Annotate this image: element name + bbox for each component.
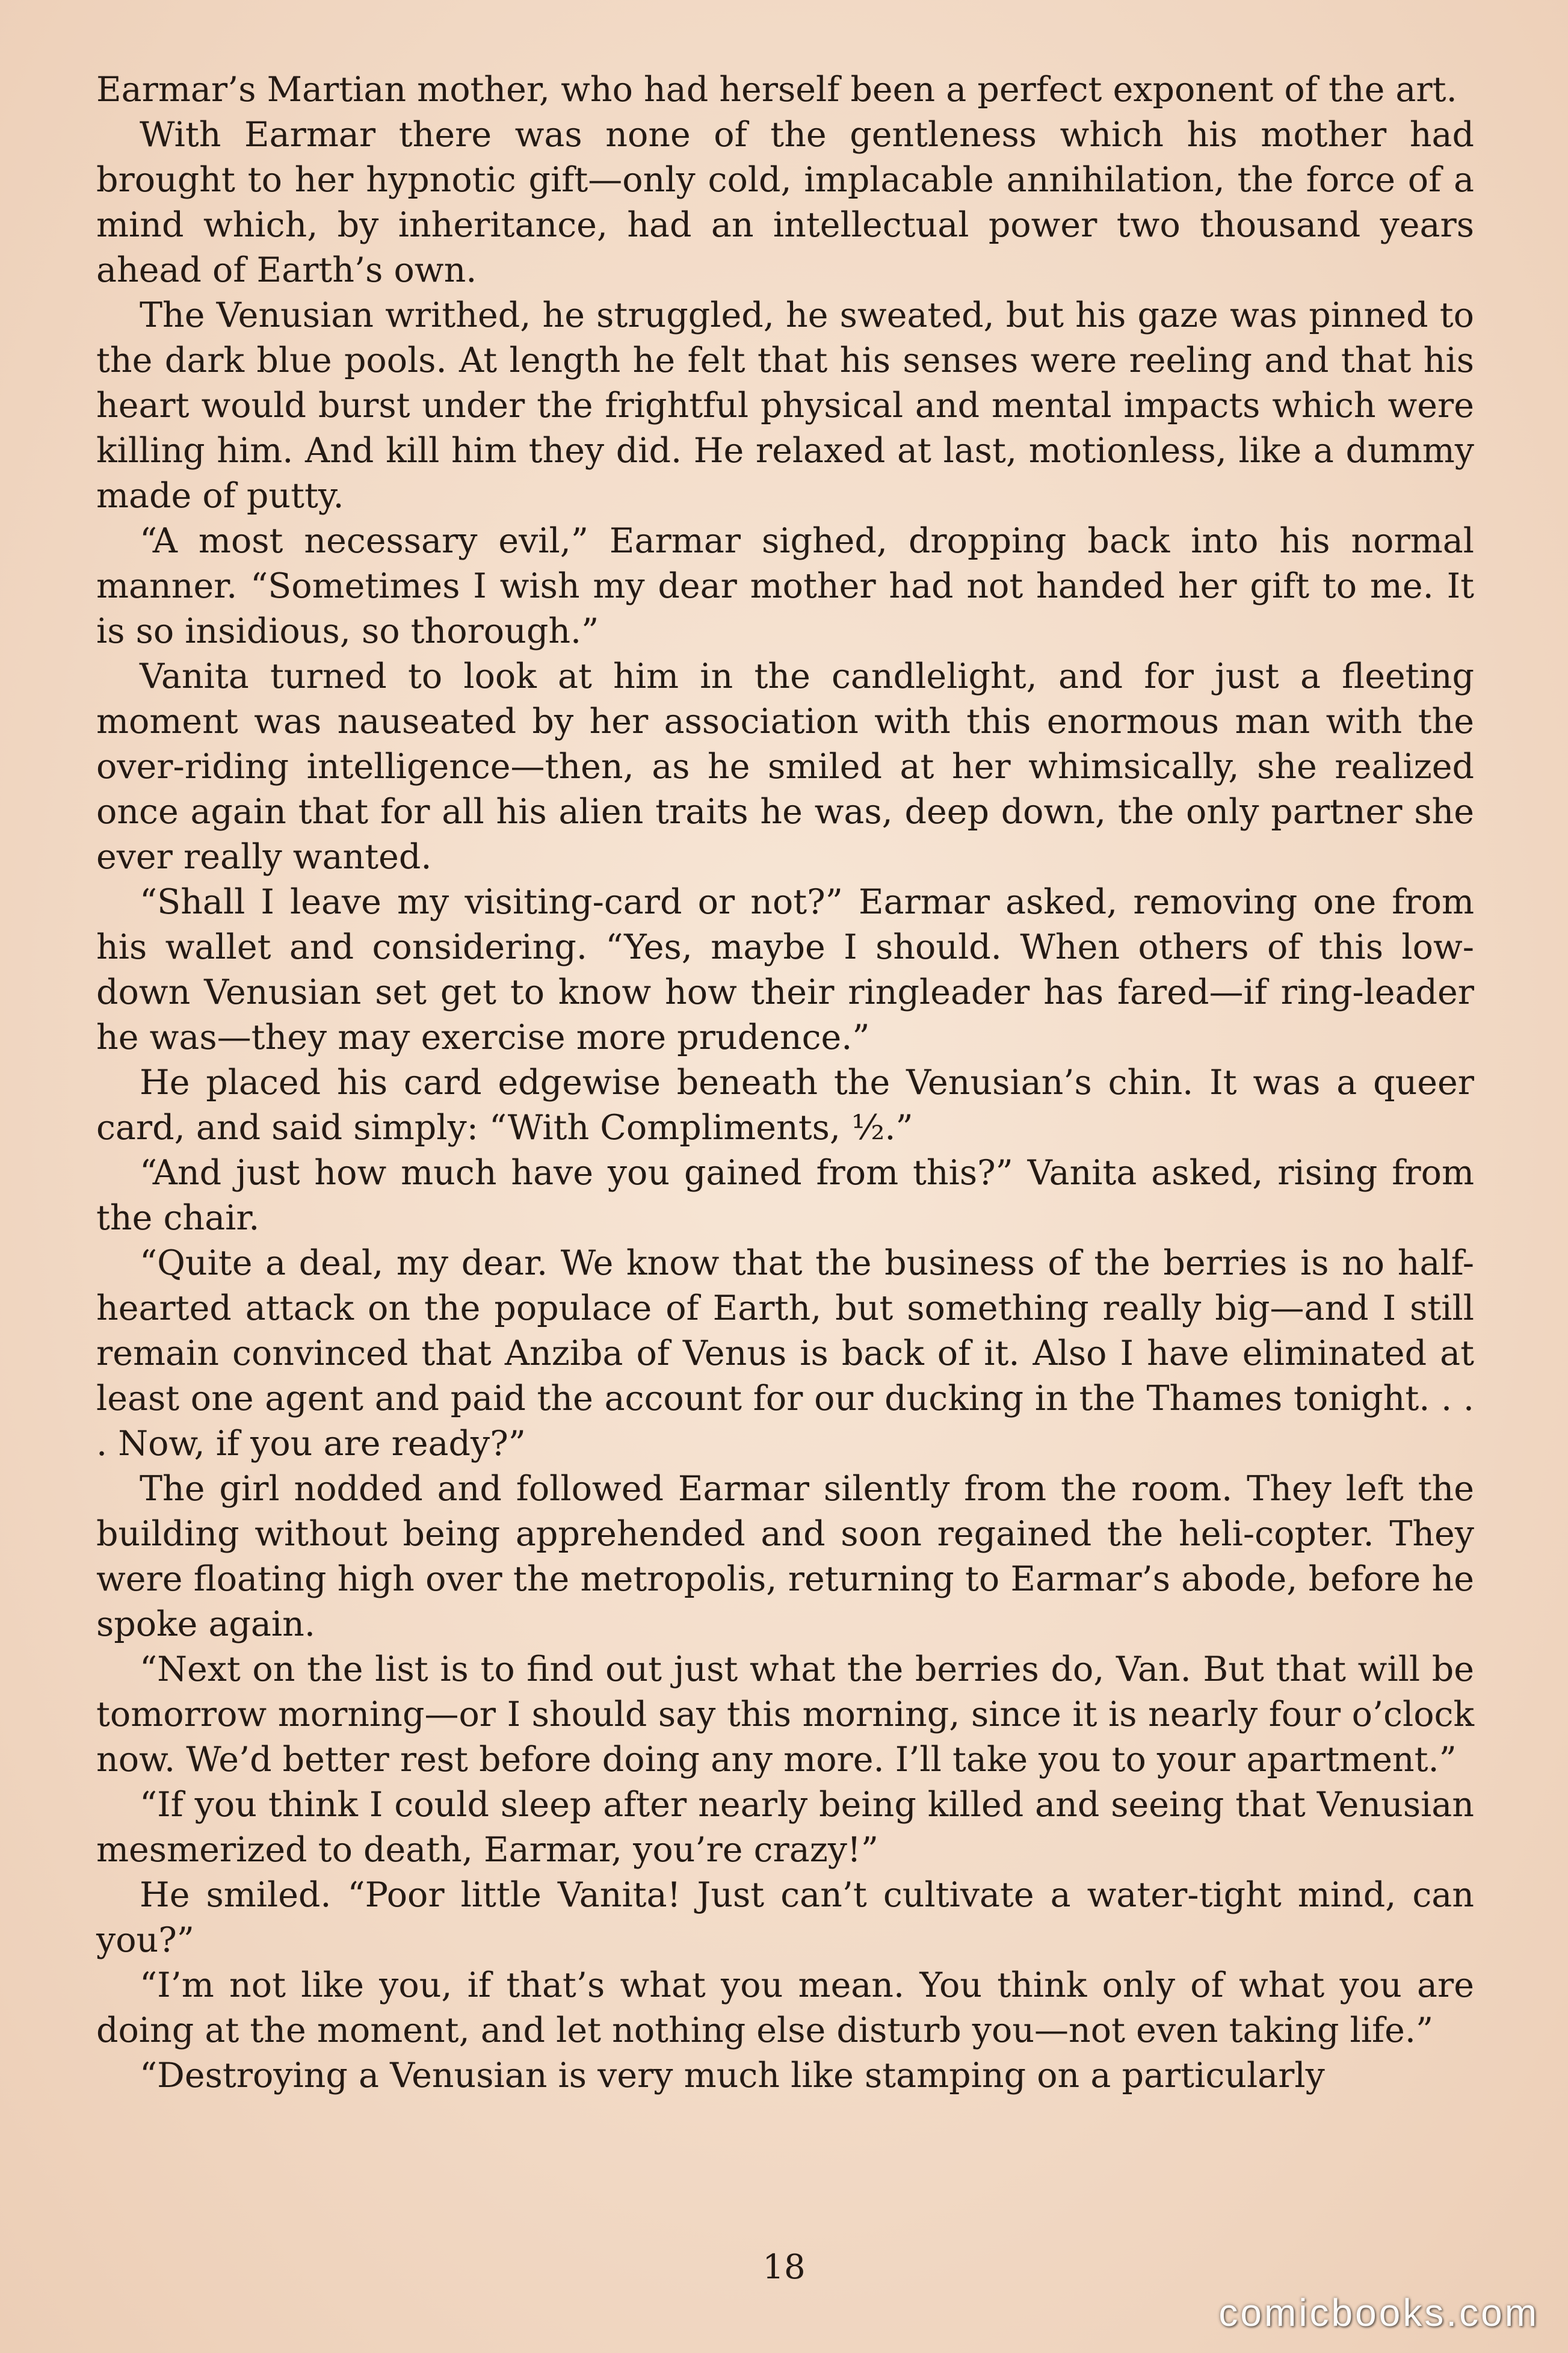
paragraph-7: He placed his card edgewise beneath the Venusian’s chin. It was a queer card, and said simply: “With Compliments, ½.” <box>96 1063 1474 1148</box>
page-number: 18 <box>762 2248 806 2287</box>
paragraph-9: “Quite a deal, my dear. We know that the business of the berries is no half-hearted attack on the populace of Earth, but something really big—and I still remain convinced that Anziba of Venus is back of it. Also I have eliminated at least one agent and paid the account for our ducking in the Thames tonight. . . . Now, if you are ready?” <box>96 1243 1474 1464</box>
body-text <box>96 67 1474 2098</box>
paragraph-15: “Destroying a Venusian is very much like stamping on a particularly <box>140 2056 1325 2095</box>
paragraph-2: With Earmar there was none of the gentleness which his mother had brought to her hypnotic gift—only cold, implacable annihilation, the force of a mind which, by inheritance, had an intellectual power two thousand years ahead of Earth’s own. <box>96 115 1474 290</box>
paragraph-5: Vanita turned to look at him in the candlelight, and for just a fleeting moment was nauseated by her association with this enormous man with the over-riding intelligence—then, as he smiled at her whimsically, she realized once again that for all his alien traits he was, deep down, the only partner she ever really wanted. <box>96 657 1474 877</box>
paragraph-13: He smiled. “Poor little Vanita! Just can’t cultivate a water-tight mind, can you?” <box>96 1875 1474 1960</box>
site-watermark: comicbooks.com <box>1218 2291 1539 2334</box>
paragraph-14: “I’m not like you, if that’s what you mean. You think only of what you are doing at the moment, and let nothing else disturb you—not even taking life.” <box>96 1965 1474 2050</box>
paragraph-10: The girl nodded and followed Earmar silently from the room. They left the building without being apprehended and soon regained the heli-copter. They were floating high over the metropolis, returning to Earmar’s abode, before he spoke again. <box>96 1469 1474 1644</box>
paragraph-12: “If you think I could sleep after nearly being killed and seeing that Venusian mesmerized to death, Earmar, you’re crazy!” <box>96 1785 1474 1870</box>
paragraph-11: “Next on the list is to find out just what the berries do, Van. But that will be tomorrow morning—or I should say this morning, since it is nearly four o’clock now. We’d better rest before doing any more. I’ll take you to your apartment.” <box>96 1650 1474 1779</box>
paragraph-4: “A most necessary evil,” Earmar sighed, dropping back into his normal manner. “Sometimes I wish my dear mother had not handed her gift to me. It is so insidious, so thorough.” <box>96 521 1474 651</box>
paragraph-6: “Shall I leave my visiting-card or not?” Earmar asked, removing one from his wallet and considering. “Yes, maybe I should. When others of this low-down Venusian set get to know how their ringleader has fared—if ring-leader he was—they may exercise more prudence.” <box>96 882 1474 1057</box>
paragraph-8: “And just how much have you gained from this?” Vanita asked, rising from the chair. <box>96 1153 1474 1238</box>
paragraph-1: Earmar’s Martian mother, who had herself been a perfect exponent of the art. <box>96 70 1457 110</box>
paragraph-3: The Venusian writhed, he struggled, he sweated, but his gaze was pinned to the dark blue pools. At length he felt that his senses were reeling and that his heart would burst under the frightful physical and mental impacts which were killing him. And kill him they did. He relaxed at last, motionless, like a dummy made of putty. <box>96 295 1474 516</box>
